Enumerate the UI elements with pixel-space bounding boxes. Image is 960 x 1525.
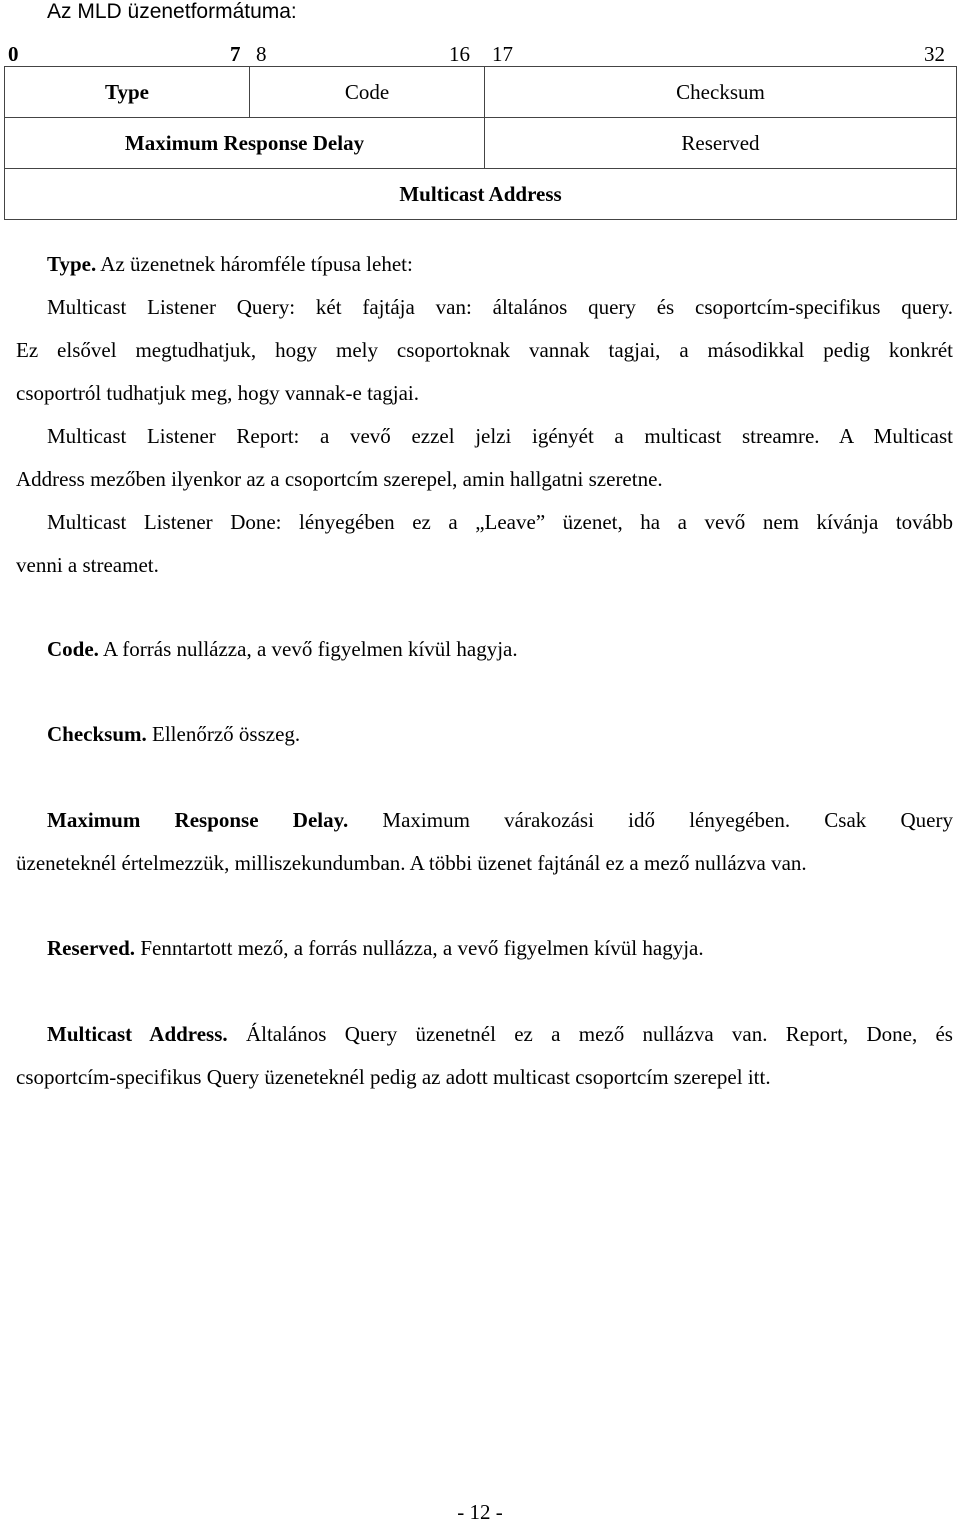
type-term: Type. — [47, 252, 97, 276]
field-type: Type — [5, 67, 250, 118]
query-line-1: Multicast Listener Query: két fajtája van: általános query és csoportcím-specifikus query. — [47, 295, 953, 319]
bit-label-32: 32 — [924, 42, 945, 66]
multicast-address-line-2: csoportcím-specifikus Query üzeneteknél pedig az adott multicast csoportcím szerepel itt. — [16, 1065, 771, 1089]
bit-label-7: 7 — [230, 42, 241, 66]
field-max-response-delay: Maximum Response Delay — [5, 118, 485, 169]
code-term: Code. — [47, 637, 99, 661]
checksum-section — [16, 713, 953, 756]
bit-label-0: 0 — [8, 42, 19, 66]
reserved-text: Fenntartott mező, a forrás nullázza, a vevő figyelmen kívül hagyja. — [135, 936, 704, 960]
reserved-section — [16, 927, 953, 970]
code-text: A forrás nullázza, a vevő figyelmen kívül hagyja. — [98, 637, 518, 661]
type-section — [16, 243, 953, 587]
section-heading: Az MLD üzenetformátuma: — [47, 0, 297, 23]
bit-label-8: 8 — [256, 42, 267, 66]
checksum-term: Checksum. — [47, 722, 147, 746]
max-delay-line-2: üzeneteknél értelmezzük, milliszekundumban. A többi üzenet fajtánál ez a mező nullázva van. — [16, 851, 807, 875]
max-delay-section — [16, 799, 953, 885]
bit-label-16: 16 — [449, 42, 470, 66]
page-number: - 12 - — [457, 1500, 503, 1524]
bit-label-17: 17 — [492, 42, 513, 66]
field-code: Code — [250, 67, 485, 118]
multicast-address-section — [16, 1013, 953, 1099]
max-delay-line-1: Maximum várakozási idő lényegében. Csak Query — [348, 808, 954, 832]
reserved-term: Reserved. — [47, 936, 136, 960]
multicast-address-line-1: Általános Query üzenetnél ez a mező nullázva van. Report, Done, és — [227, 1022, 953, 1046]
field-reserved: Reserved — [485, 118, 957, 169]
query-line-3: csoportról tudhatjuk meg, hogy vannak-e tagjai. — [16, 381, 419, 405]
done-line-1: Multicast Listener Done: lényegében ez a „Leave” üzenet, ha a vevő nem kívánja tovább — [47, 510, 953, 534]
field-checksum: Checksum — [485, 67, 957, 118]
checksum-text: Ellenőrző összeg. — [146, 722, 301, 746]
field-multicast-address: Multicast Address — [5, 169, 957, 220]
code-section — [16, 628, 953, 671]
report-line-1: Multicast Listener Report: a vevő ezzel jelzi igényét a multicast streamre. A Multicast — [47, 424, 953, 448]
report-line-2: Address mezőben ilyenkor az a csoportcím szerepel, amin hallgatni szeretne. — [16, 467, 663, 491]
type-lead: Az üzenetnek háromféle típusa lehet: — [96, 252, 413, 276]
message-format-table — [4, 66, 957, 220]
multicast-address-term: Multicast Address. — [47, 1022, 228, 1046]
max-delay-term: Maximum Response Delay. — [47, 808, 349, 832]
done-line-2: venni a streamet. — [16, 553, 159, 577]
query-line-2: Ez elsővel megtudhatjuk, hogy mely csoportoknak vannak tagjai, a másodikkal pedig konkrét — [16, 338, 953, 362]
